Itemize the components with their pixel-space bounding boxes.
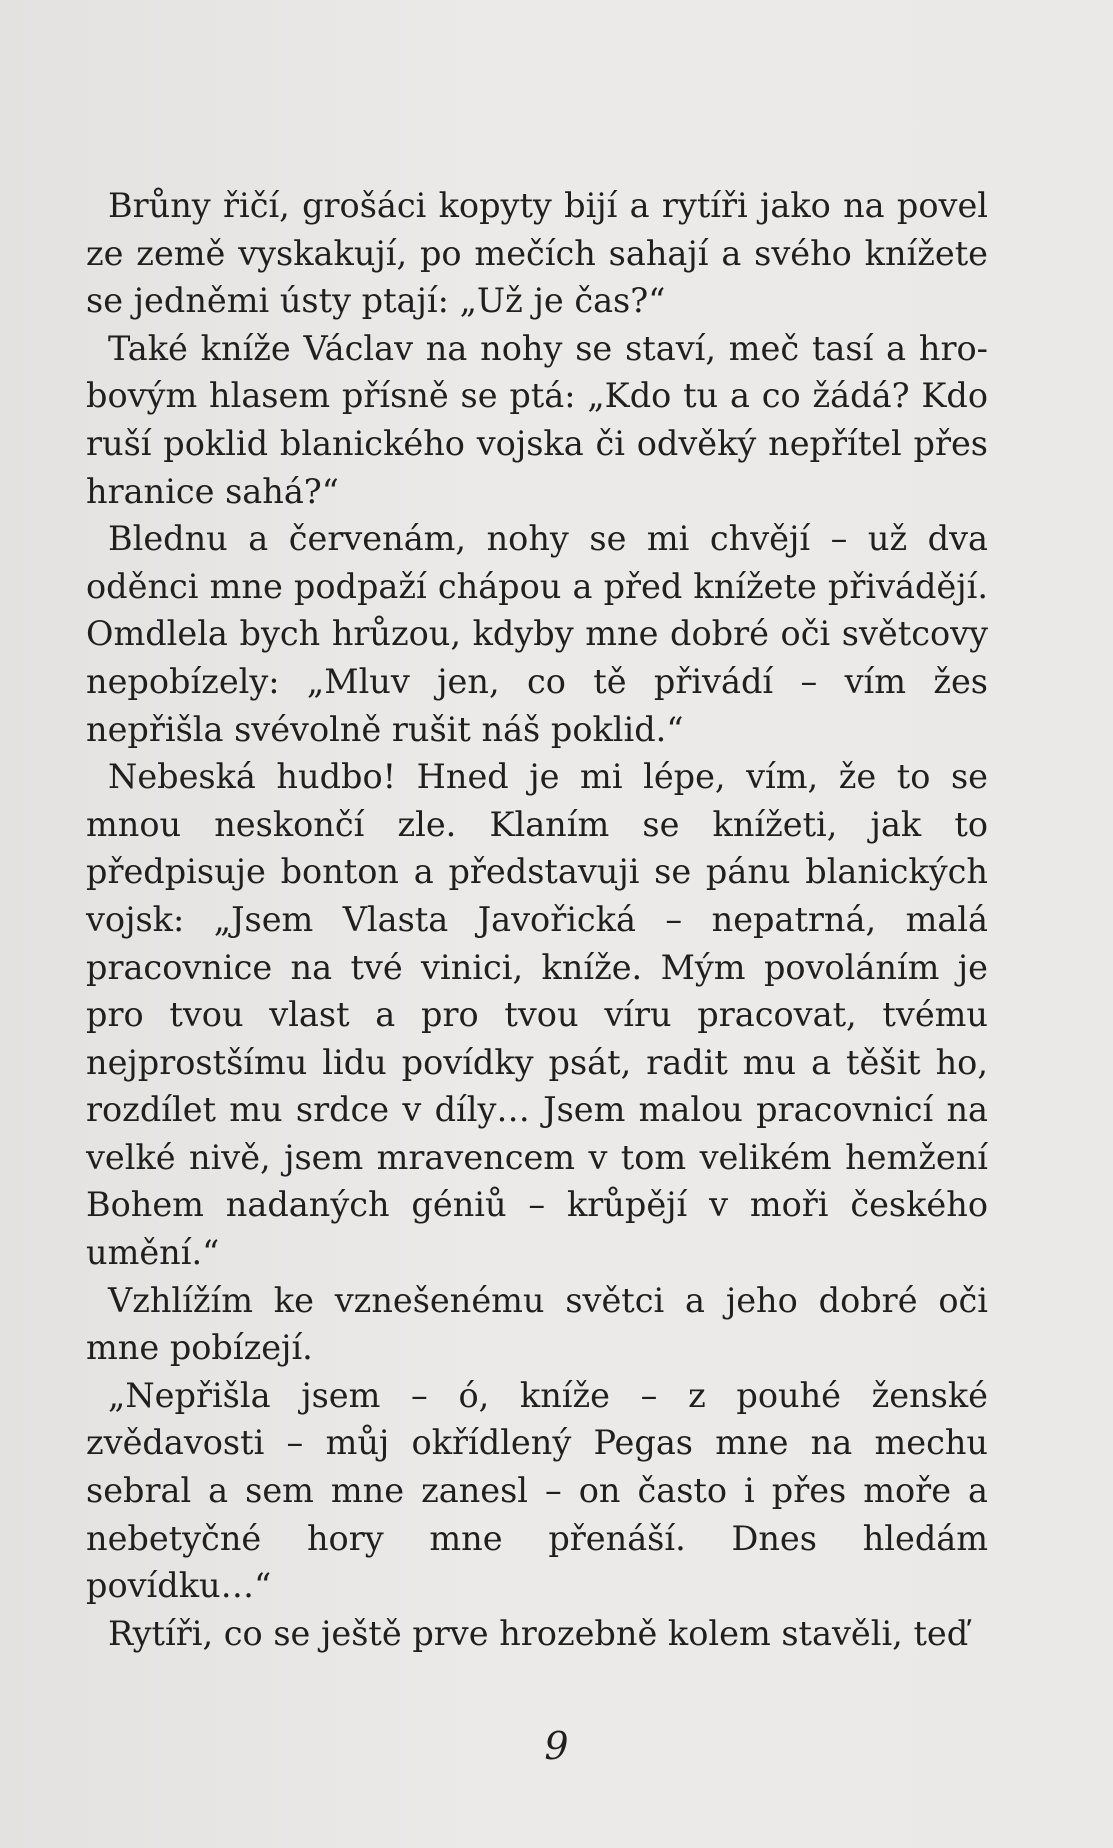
paragraph-7: Rytíři, co se ještě prve hrozebně kolem stavěli, teď [108, 1613, 969, 1653]
paragraph-4: Nebeská hudbo! Hned je mi lépe, vím, že to se mnou neskončí zle. Klaním se knížeti, jak to předpisuje bonton a představuji se pánu blanických vojsk: „Jsem Vlasta Javořická – nepatrná, malá pracovnice na tvé vinici, kníže. Mým povoláním je pro tvou vlast a pro tvou víru pracovat, tvému nejprostšímu lidu povídky psát, radit mu a těšit ho, rozdílet mu srdce v díly… Jsem malou pracovnicí na velké nivě, jsem mravencem v tom velikém hemžení Bohem nadaných géniů – krůpějí v moři českého umění.“ [86, 757, 988, 1273]
paragraph-5: Vzhlížím ke vznešenému světci a jeho dobré oči mne pobízejí. [86, 1280, 988, 1368]
body-text [86, 182, 988, 1657]
paragraph-3: Blednu a červenám, nohy se mi chvějí – už dva oděnci mne podpaží chápou a před knížete přivádějí. Omdlela bych hrůzou, kdyby mne dobré oči světcovy nepobízely: „Mluv jen, co tě přivádí – vím žes nepřišla svévolně rušit náš poklid.“ [86, 519, 988, 749]
paragraph-1: Brůny řičí, grošáci kopyty bijí a rytíři jako na povel ze země vyskakují, po mečích sahají a svého knížete se jedněmi ústy ptají: „Už je čas?“ [86, 186, 988, 321]
page-number: 9 [544, 1724, 569, 1768]
paragraph-2: Také kníže Václav na nohy se staví, meč tasí a hrobovým hlasem přísně se ptá: „Kdo tu a co žádá? Kdo ruší poklid blanického vojska či odvěký nepřítel přes hranice sahá?“ [86, 328, 988, 511]
paragraph-6: „Nepřišla jsem – ó, kníže – z pouhé ženské zvědavosti – můj okřídlený Pegas mne na mechu sebral a sem mne zanesl – on často i přes moře a nebetyčné hory mne přenáší. Dnes hledám povídku…“ [86, 1375, 988, 1606]
